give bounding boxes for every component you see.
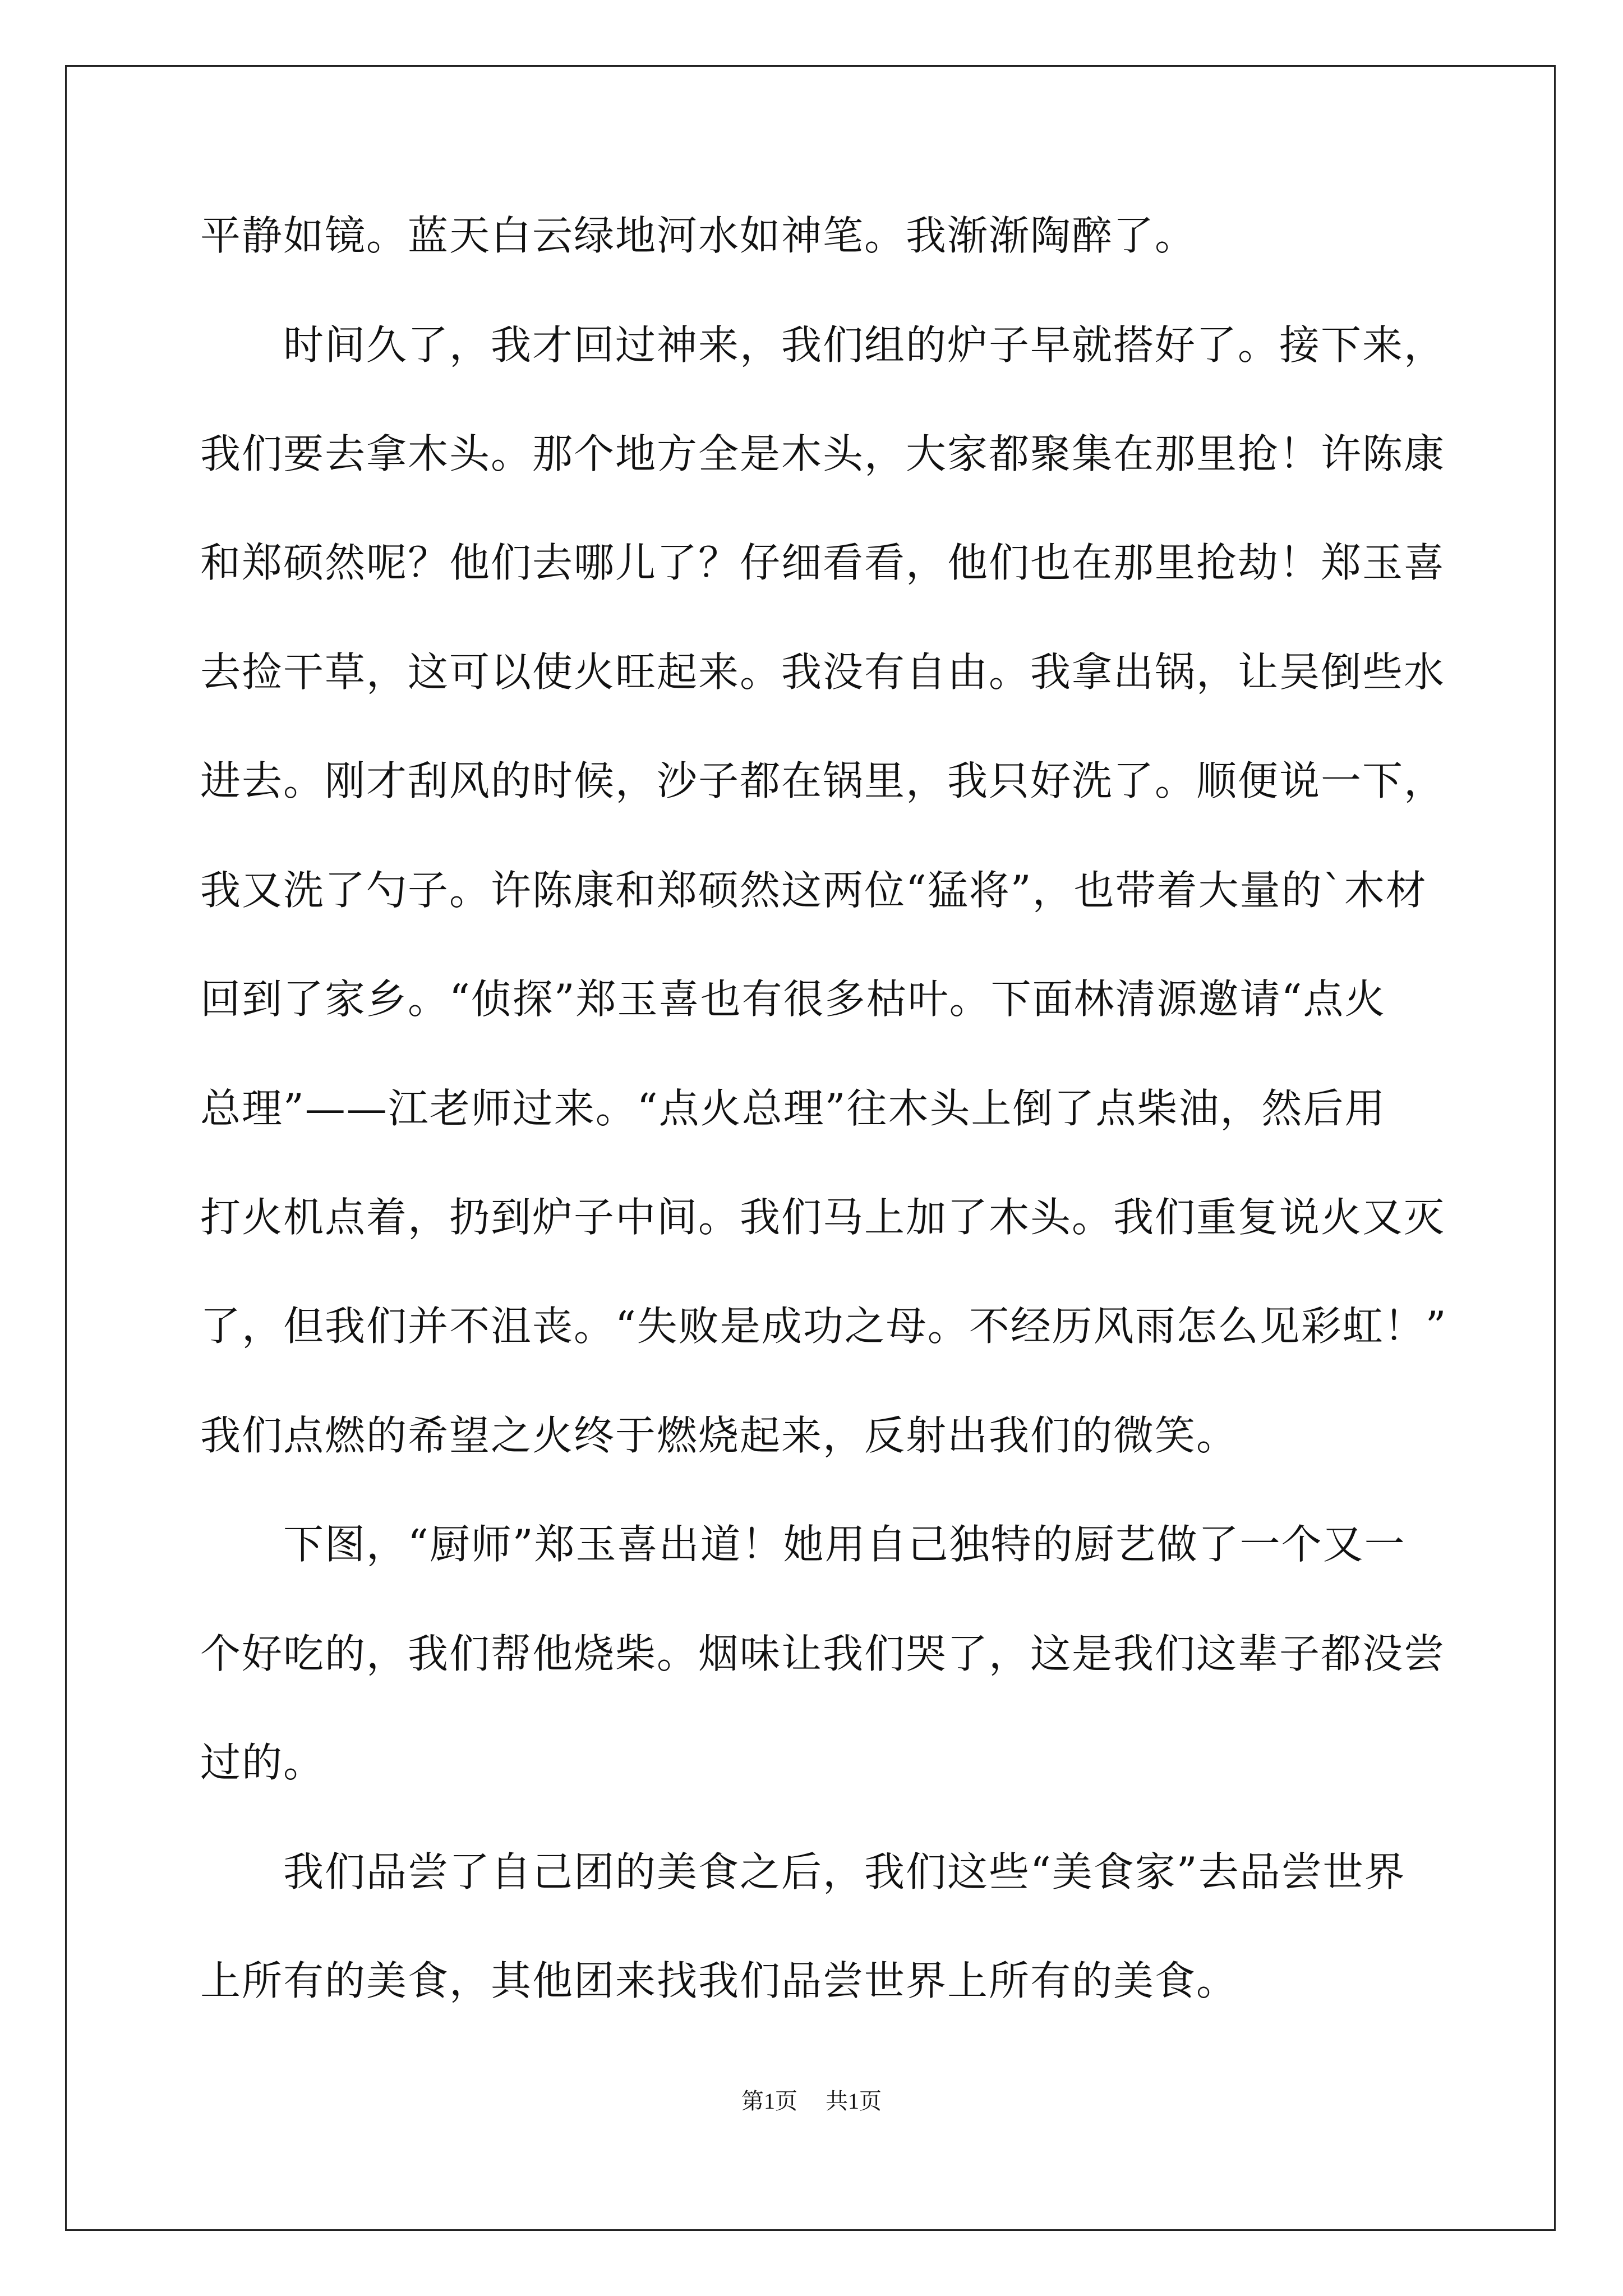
paragraph-line: 去捡干草，这可以使火旺起来。我没有自由。我拿出锅，让吴倒些水 bbox=[200, 648, 1446, 696]
paragraph-line: 回到了家乡。“侦探”郑玉喜也有很多枯叶。下面林清源邀请“点火 bbox=[200, 976, 1386, 1023]
paragraph-line: 我又洗了勺子。许陈康和郑硕然这两位“猛将”，也带着大量的`木材 bbox=[200, 867, 1427, 914]
paragraph-line: 我们点燃的希望之火终于燃烧起来，反射出我们的微笑。 bbox=[200, 1412, 1238, 1459]
paragraph-line: 时间久了，我才回过神来，我们组的炉子早就搭好了。接下来， bbox=[200, 321, 1446, 369]
paragraph-line: 我们品尝了自己团的美食之后，我们这些“美食家”去品尝世界 bbox=[200, 1848, 1406, 1895]
paragraph-line: 平静如镜。蓝天白云绿地河水如神笔。我渐渐陶醉了。 bbox=[200, 212, 1197, 259]
page-total: 共1页 bbox=[826, 2088, 882, 2114]
paragraph-line: 了，但我们并不沮丧。“失败是成功之母。不经历风雨怎么见彩虹！” bbox=[200, 1303, 1447, 1350]
paragraph-line: 和郑硕然呢？他们去哪儿了？仔细看看，他们也在那里抢劫！郑玉喜 bbox=[200, 539, 1446, 586]
paragraph-line: 上所有的美食，其他团来找我们品尝世界上所有的美食。 bbox=[200, 1957, 1238, 2004]
paragraph-line: 过的。 bbox=[200, 1739, 325, 1786]
paragraph-line: 总理”——江老师过来。“点火总理”往木头上倒了点柴油，然后用 bbox=[200, 1085, 1386, 1132]
paragraph-line: 我们要去拿木头。那个地方全是木头，大家都聚集在那里抢！许陈康 bbox=[200, 430, 1446, 477]
paragraph-line: 下图，“厨师”郑玉喜出道！她用自己独特的厨艺做了一个又一 bbox=[200, 1521, 1406, 1568]
page-footer bbox=[0, 2085, 1623, 2118]
paragraph-line: 打火机点着，扔到炉子中间。我们马上加了木头。我们重复说火又灭 bbox=[200, 1194, 1446, 1241]
paragraph-line: 个好吃的，我们帮他烧柴。烟味让我们哭了，这是我们这辈子都没尝 bbox=[200, 1630, 1446, 1677]
page-number: 第1页 bbox=[741, 2088, 797, 2114]
paragraph-line: 进去。刚才刮风的时候，沙子都在锅里，我只好洗了。顺便说一下， bbox=[200, 757, 1446, 804]
page-border bbox=[65, 65, 1556, 2231]
